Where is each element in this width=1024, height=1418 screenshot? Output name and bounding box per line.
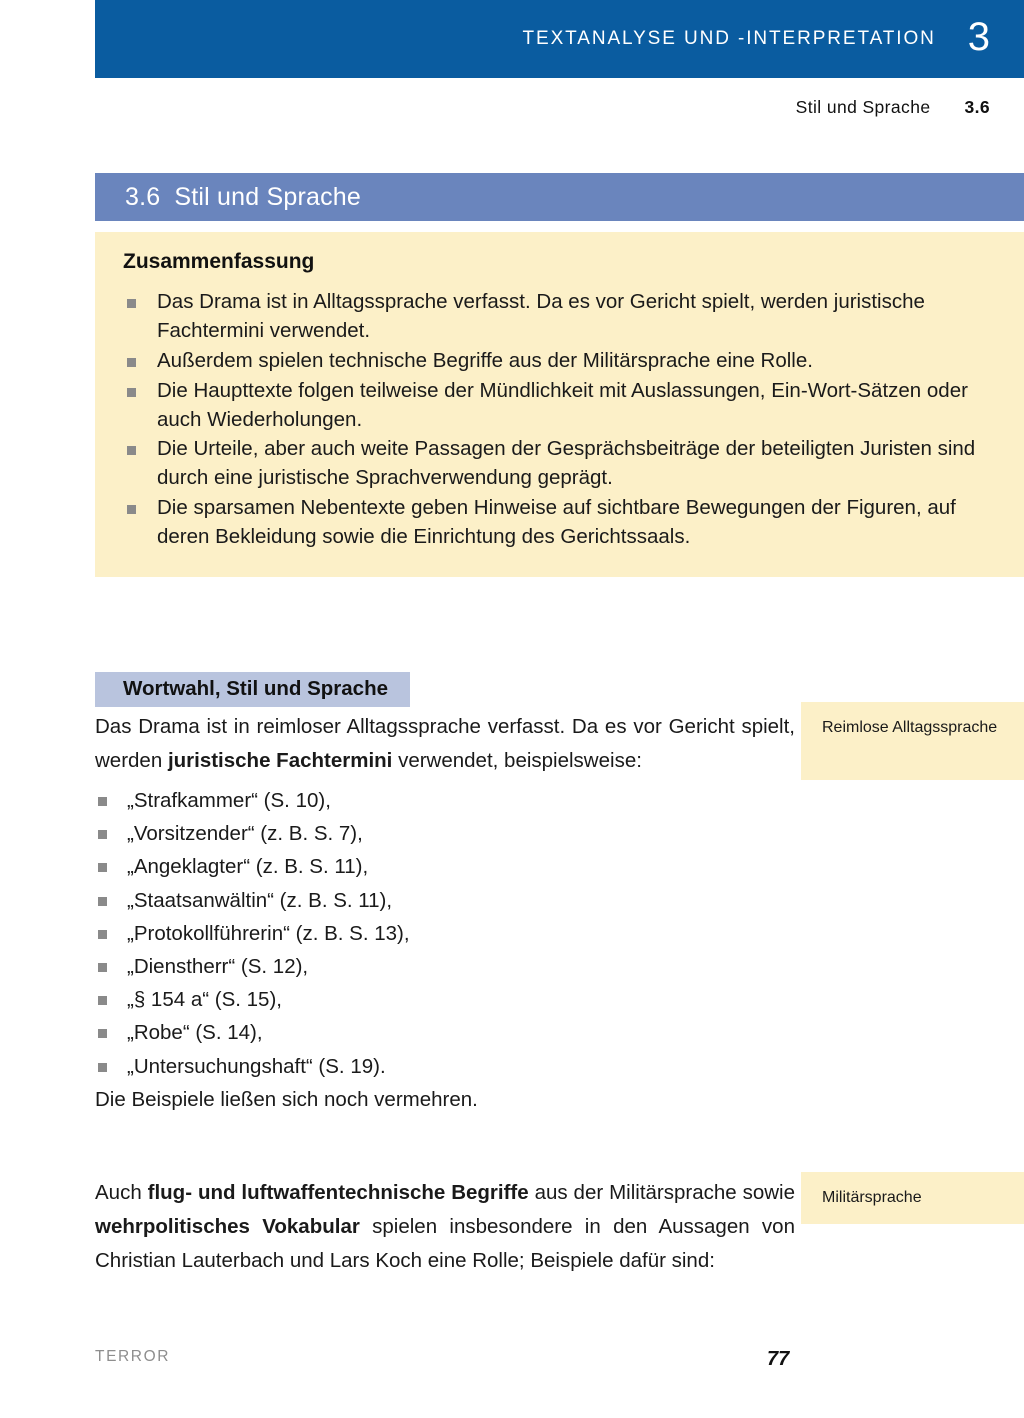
chapter-title: TEXTANALYSE UND -INTERPRETATION — [522, 28, 936, 49]
summary-title: Zusammenfassung — [123, 250, 315, 273]
paragraph-bold-term: wehrpolitisches Vokabular — [95, 1215, 360, 1239]
chapter-header-bar — [95, 0, 1024, 78]
summary-item-text: Die sparsamen Nebentexte geben Hinweise auf sichtbare Bewegungen der Figuren, auf deren Bekleidung sowie die Einrichtung des Gerichtssaals. — [157, 496, 956, 549]
paragraph-militaersprache-block — [95, 1176, 795, 1278]
paragraph-wortwahl — [95, 710, 795, 778]
summary-item-text: Das Drama ist in Alltagssprache verfasst. Da es vor Gericht spielt, werden juristische Fachtermini verwendet. — [157, 290, 925, 342]
list-item — [95, 1016, 795, 1049]
closing-line: Die Beispiele ließen sich noch vermehren. — [95, 1087, 478, 1111]
term-item-text: „Dienstherr“ (S. 12), — [127, 955, 309, 979]
term-item-text: „Untersuchungshaft“ (S. 19). — [127, 1054, 386, 1078]
paragraph-text-part: verwendet, beispielsweise: — [392, 749, 642, 773]
term-item-text: „Angeklagter“ (z. B. S. 11), — [127, 855, 369, 879]
footer-work-title: TERROR — [95, 1348, 171, 1365]
summary-item-text: Die Urteile, aber auch weite Passagen der Gesprächsbeiträge der beteiligten Juristen sind durch eine juristische Sprachverwendung geprägt. — [157, 437, 976, 490]
summary-box — [95, 232, 1024, 577]
section-title-bar — [95, 173, 1024, 221]
page-footer — [95, 1348, 1024, 1370]
list-item — [111, 377, 998, 435]
list-item — [111, 347, 998, 376]
term-item-text: „Vorsitzender“ (z. B. S. 7), — [127, 822, 363, 846]
list-item — [111, 435, 998, 493]
square-bullet-icon — [98, 1029, 107, 1038]
square-bullet-icon — [98, 797, 107, 806]
list-item — [95, 850, 795, 883]
list-item — [111, 494, 998, 552]
margin-note-reimlose-alltagssprache: Reimlose Alltagssprache — [801, 702, 1024, 780]
square-bullet-icon — [127, 505, 136, 514]
square-bullet-icon — [98, 1063, 107, 1072]
list-item — [95, 950, 795, 983]
square-bullet-icon — [98, 897, 107, 906]
term-item-text: „Strafkammer“ (S. 10), — [127, 789, 331, 813]
list-item — [95, 817, 795, 850]
square-bullet-icon — [127, 388, 136, 397]
term-item-text: „Robe“ (S. 14), — [127, 1021, 263, 1045]
list-item — [95, 917, 795, 950]
running-head — [0, 97, 990, 118]
square-bullet-icon — [98, 930, 107, 939]
running-head-number: 3.6 — [964, 97, 990, 117]
square-bullet-icon — [98, 963, 107, 972]
section-number: 3.6 — [125, 182, 161, 211]
chapter-number: 3 — [967, 15, 990, 59]
legal-terms-list — [95, 784, 795, 1083]
list-item — [95, 884, 795, 917]
list-item — [95, 983, 795, 1016]
paragraph-text-part: aus der Militärsprache sowie — [528, 1181, 795, 1204]
paragraph-text-part: spielen insbesondere in den Aussagen von Christian Lauterbach und Lars Koch eine Rolle; Beispiele dafür sind: — [95, 1215, 795, 1273]
list-item — [95, 1050, 795, 1083]
running-head-section: Stil und Sprache — [795, 97, 931, 117]
list-item — [111, 288, 998, 346]
paragraph-bold-term: juristische Fachtermini — [167, 749, 393, 773]
square-bullet-icon — [98, 863, 107, 872]
term-item-text: „Protokollführerin“ (z. B. S. 13), — [127, 921, 410, 945]
main-text-column — [95, 710, 795, 1116]
square-bullet-icon — [98, 830, 107, 839]
summary-list — [111, 288, 998, 552]
list-item — [95, 784, 795, 817]
sub-heading-wortwahl: Wortwahl, Stil und Sprache — [95, 672, 410, 707]
paragraph-militaersprache — [95, 1176, 795, 1278]
summary-item-text: Die Haupttexte folgen teilweise der Mündlichkeit mit Auslassungen, Ein-Wort-Sätzen oder auch Wiederholungen. — [157, 378, 968, 431]
square-bullet-icon — [127, 446, 136, 455]
margin-note-militaersprache: Militärsprache — [801, 1172, 1024, 1224]
square-bullet-icon — [127, 358, 136, 367]
term-item-text: „§ 154 a“ (S. 15), — [127, 988, 282, 1012]
paragraph-bold-term: flug- und luftwaffentechnische Begriffe — [147, 1181, 529, 1204]
paragraph-text-part: Das Drama ist in reimloser Alltagssprache verfasst. Da es vor Gericht spielt, werden — [95, 715, 795, 773]
paragraph-text-part: Auch — [95, 1181, 148, 1204]
summary-item-text: Außerdem spielen technische Begriffe aus der Militärsprache eine Rolle. — [157, 348, 813, 372]
term-item-text: „Staatsanwältin“ (z. B. S. 11), — [127, 888, 393, 912]
section-title: Stil und Sprache — [174, 182, 362, 211]
square-bullet-icon — [98, 996, 107, 1005]
square-bullet-icon — [127, 299, 136, 308]
footer-page-number: 77 — [767, 1348, 790, 1370]
